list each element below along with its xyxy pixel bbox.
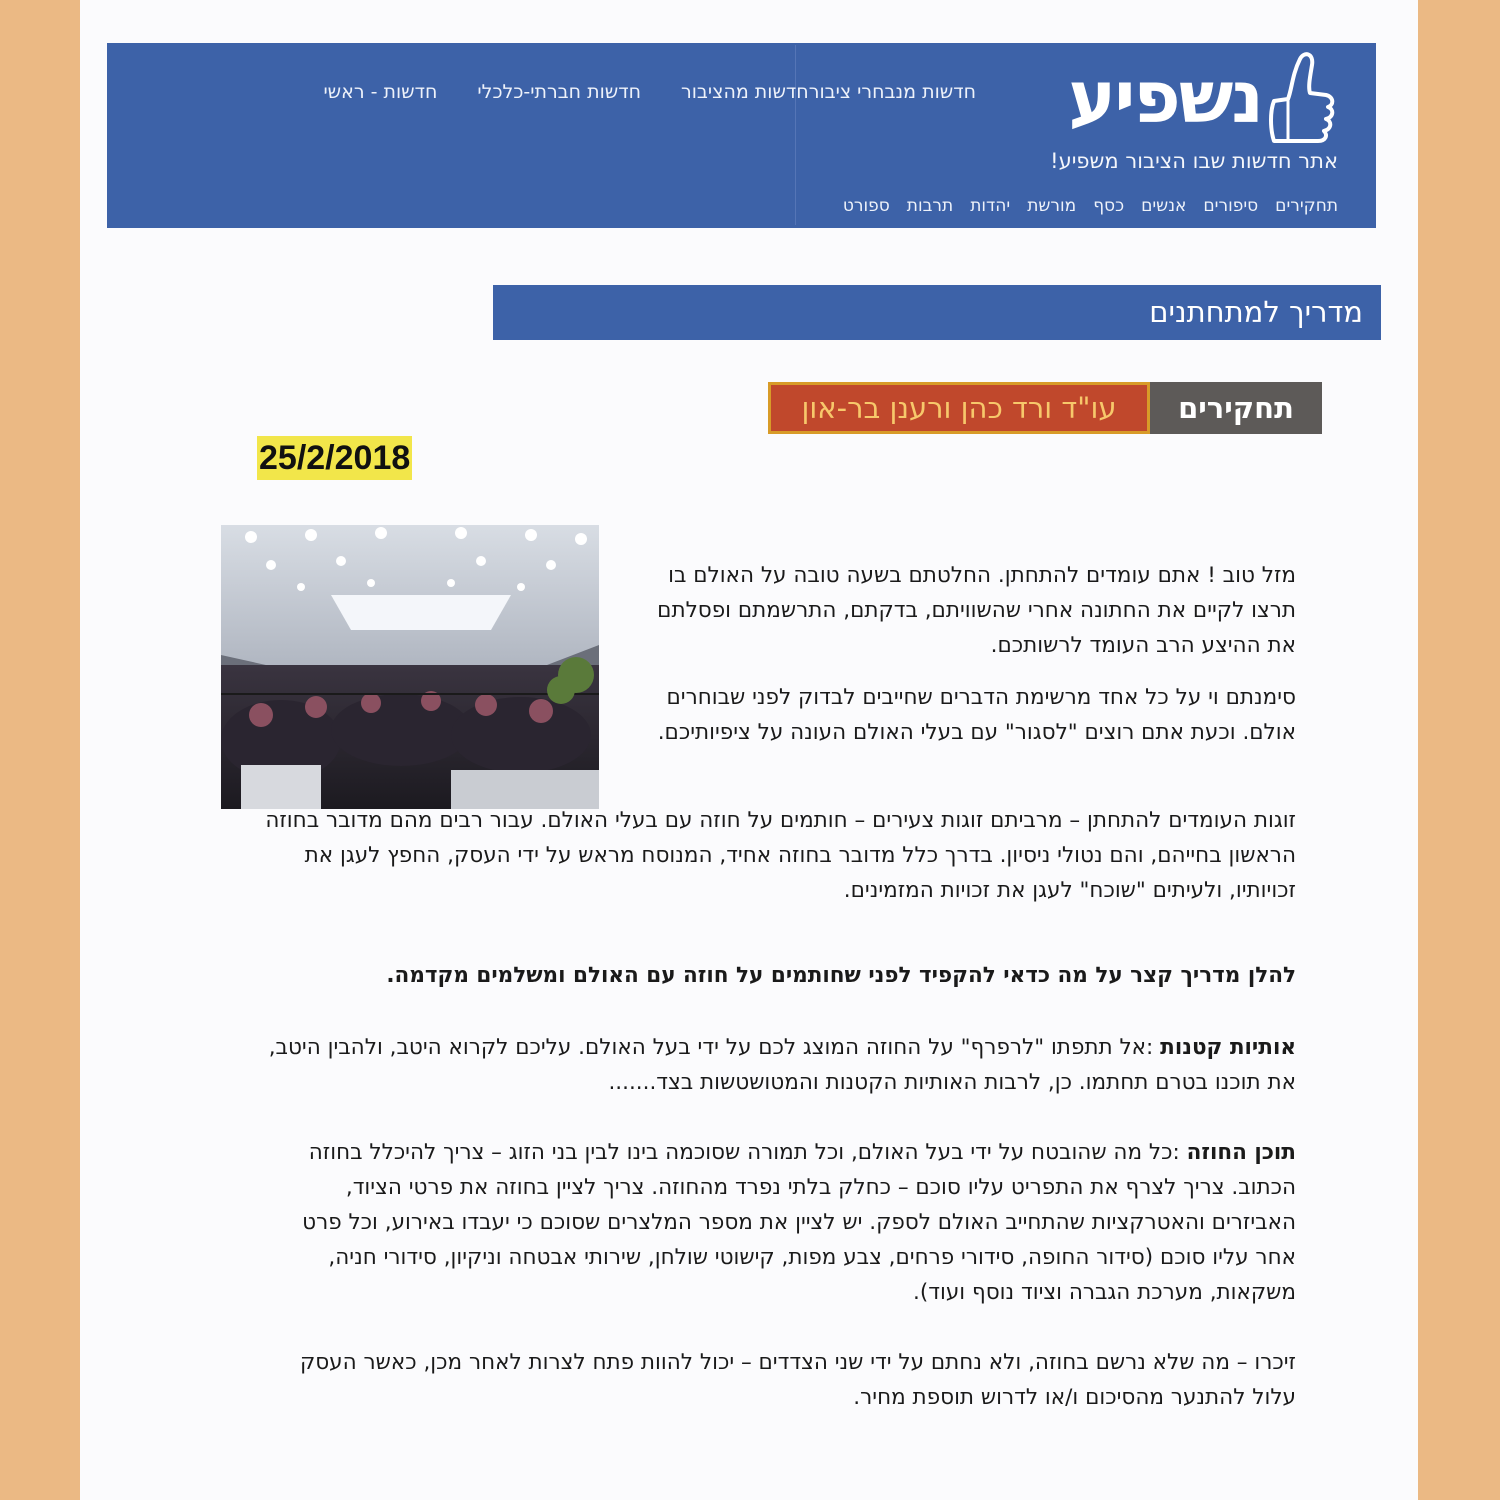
article-paragraph-3-text: זוגות העומדים להתחתן – מרביתם זוגות צעירים – חותמים על חוזה עם בעלי האולם. עבור רבים מהם מדובר בחוזה הראשון בחייהם, והם נטולי ניסיון. בדרך כלל מדובר בחוזה אחיד, המנוסח מראש על ידי העסק, החפץ לעגן את זכויותיו, ולעיתים "שוכח" לעגן את זכויות המזמינים. [265,808,1296,903]
article-paragraph-2: סימנתם וי על כל אחד מרשימת הדברים שחייבים לבדוק לפני שבוחרים אולם. וכעת אתם רוצים "לסגור" עם בעלי האולם העונה על ציפיותיכם. [657,685,1296,745]
nav-news-main[interactable]: חדשות - ראשי [323,81,438,103]
article-section-contract-content [255,1135,1296,1310]
thumbs-up-icon [1266,49,1336,145]
article-intro-text: להלן מדריך קצר על מה כדאי להקפיד לפני שחותמים על חוזה עם האולם ומשלמים מקדמה. [386,963,1296,988]
section-small-print-title: אותיות קטנות [1160,1035,1296,1060]
top-nav [243,81,976,103]
nav-news-social-economic[interactable]: חדשות חברתי-כלכלי [477,81,642,103]
article-paragraph-1: מזל טוב ! אתם עומדים להתחתן. החלטתם בשעה טובה על האולם בו תרצו לקיים את החתונה אחרי שהשוויתם, בדקתם, התרשמתם ופסלתם את ההיצע הרב העומד לרשותכם. [657,563,1296,658]
nav-news-from-public[interactable]: חדשות מהציבור [681,81,809,103]
article-paragraph-3 [255,803,1296,908]
category-heritage[interactable]: מורשת [1027,196,1077,216]
logo-text: נשפיע [1068,55,1262,139]
site-tagline: אתר חדשות שבו הציבור משפיע! [1050,149,1338,173]
byline-category[interactable]: תחקירים [1150,382,1322,434]
nav-news-elected-officials[interactable]: חדשות מנבחרי ציבור [808,81,976,103]
category-sport[interactable]: ספורט [842,196,890,216]
byline-tag [768,382,1322,434]
category-money[interactable]: כסף [1093,196,1125,216]
section-contract-content-text: :כל מה שהובטח על ידי בעל האולם, וכל תמורה שסוכמה בינו לבין בני הזוג – צריך להיכלל בחוזה הכתוב. צריך לצרף את התפריט עליו סוכם – כחלק בלתי נפרד מהחוזה. צריך לציין בחוזה את פרטי הציוד, האביזרים והאטרקציות שהתחייב האולם לספק. יש לציין את מספר המלצרים שסוכם כי יעבדו באירוע, וכל פרט אחר עליו סוכם (סידור החופה, סידורי פרחים, צבע מפות, קישוטי שולחן, שירותי אבטחה וניקיון, סידורי חניה, משקאות, מערכת הגברה וציוד נוסף ועוד). [302,1140,1296,1305]
category-people[interactable]: אנשים [1141,196,1187,216]
site-header [107,43,1376,228]
article-section-small-print [255,1030,1296,1100]
article-paragraph-remember: זיכרו – מה שלא נרשם בחוזה, ולא נחתם על ידי שני הצדדים – יכול להוות פתח לצרות לאחר מכן, כאשר העסק עלול להתנער מהסיכום ו/או לדרוש תוספת מחיר. [299,1350,1296,1410]
section-contract-content-title: תוכן החוזה [1186,1140,1296,1165]
article-date: 25/2/2018 [257,436,412,480]
site-logo[interactable] [1068,49,1336,145]
article-intro-bold [255,958,1296,993]
article-photo-banquet-hall [221,525,599,809]
section-title: מדריך למתחתנים [493,285,1381,340]
header-divider [795,45,796,225]
category-stories[interactable]: סיפורים [1203,196,1259,216]
category-investigations[interactable]: תחקירים [1275,196,1338,216]
section-small-print-text: :אל תתפתו "לרפרף" על החוזה המוצג לכם על ידי בעל האולם. עליכם לקרוא היטב, ולהבין היטב, את תוכנו בטרם תחתמו. כן, לרבות האותיות הקטנות והמטושטשות בצד....... [268,1035,1296,1095]
category-nav [843,196,1338,216]
category-judaism[interactable]: יהדות [970,196,1011,216]
category-culture[interactable]: תרבות [906,196,954,216]
byline-author: עו"ד ורד כהן ורענן בר-און [768,382,1150,434]
